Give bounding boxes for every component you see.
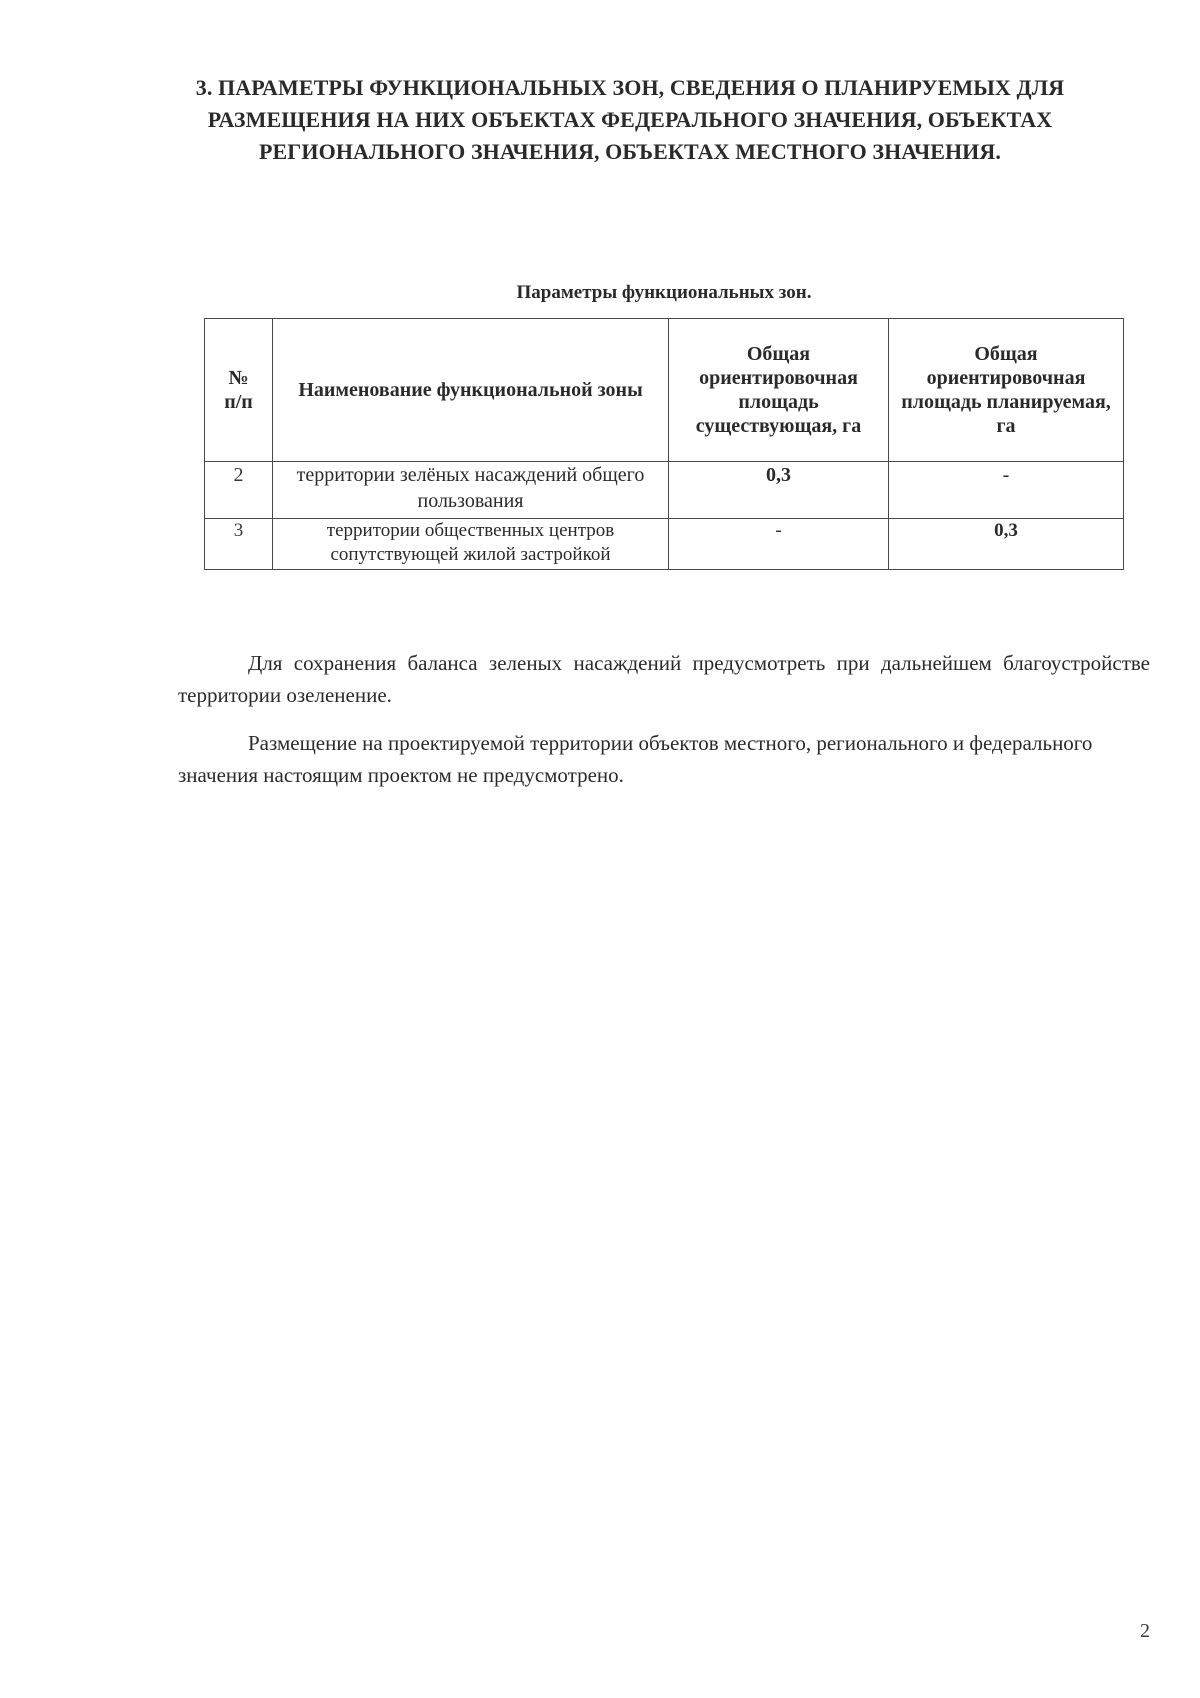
page-number: 2 bbox=[1140, 1620, 1150, 1642]
header-number-symbol: № bbox=[228, 367, 249, 389]
paragraph-green-balance: Для сохранения баланса зеленых насаждений предусмотреть при дальнейшем благоустройстве территории озеленение. bbox=[178, 651, 1150, 707]
header-existing-area: Общая ориентировочная площадь существующая, га bbox=[669, 319, 889, 462]
row-number: 2 bbox=[205, 462, 273, 519]
section-heading bbox=[150, 72, 1110, 168]
functional-zones-table bbox=[204, 318, 1124, 570]
header-planned-area: Общая ориентировочная площадь планируемая, га bbox=[889, 319, 1124, 462]
row-existing-area: - bbox=[669, 519, 889, 570]
header-number-abbr: п/п bbox=[224, 391, 253, 413]
section-heading-line-1: 3. ПАРАМЕТРЫ ФУНКЦИОНАЛЬНЫХ ЗОН, СВЕДЕНИЯ О ПЛАНИРУЕМЫХ ДЛЯ bbox=[195, 75, 1065, 100]
row-zone-name: территории общественных центров сопутствующей жилой застройкой bbox=[273, 519, 669, 570]
section-heading-line-3: РЕГИОНАЛЬНОГО ЗНАЧЕНИЯ, ОБЪЕКТАХ МЕСТНОГО ЗНАЧЕНИЯ. bbox=[259, 139, 1001, 164]
header-zone-name: Наименование функциональной зоны bbox=[273, 319, 669, 462]
row-zone-name: территории зелёных насаждений общего пользования bbox=[273, 462, 669, 519]
row-existing-area: 0,3 bbox=[669, 462, 889, 519]
header-number bbox=[205, 319, 273, 462]
table-row bbox=[205, 519, 1124, 570]
table-header-row bbox=[205, 319, 1124, 462]
table-row bbox=[205, 462, 1124, 519]
row-planned-area: 0,3 bbox=[889, 519, 1124, 570]
row-planned-area: - bbox=[889, 462, 1124, 519]
row-number: 3 bbox=[205, 519, 273, 570]
section-heading-line-2: РАЗМЕЩЕНИЯ НА НИХ ОБЪЕКТАХ ФЕДЕРАЛЬНОГО ЗНАЧЕНИЯ, ОБЪЕКТАХ bbox=[207, 107, 1053, 132]
table-caption: Параметры функциональных зон. bbox=[516, 282, 812, 303]
paragraph-objects-placement: Размещение на проектируемой территории объектов местного, регионального и федерального значения настоящим проектом не предусмотрено. bbox=[178, 731, 1093, 787]
